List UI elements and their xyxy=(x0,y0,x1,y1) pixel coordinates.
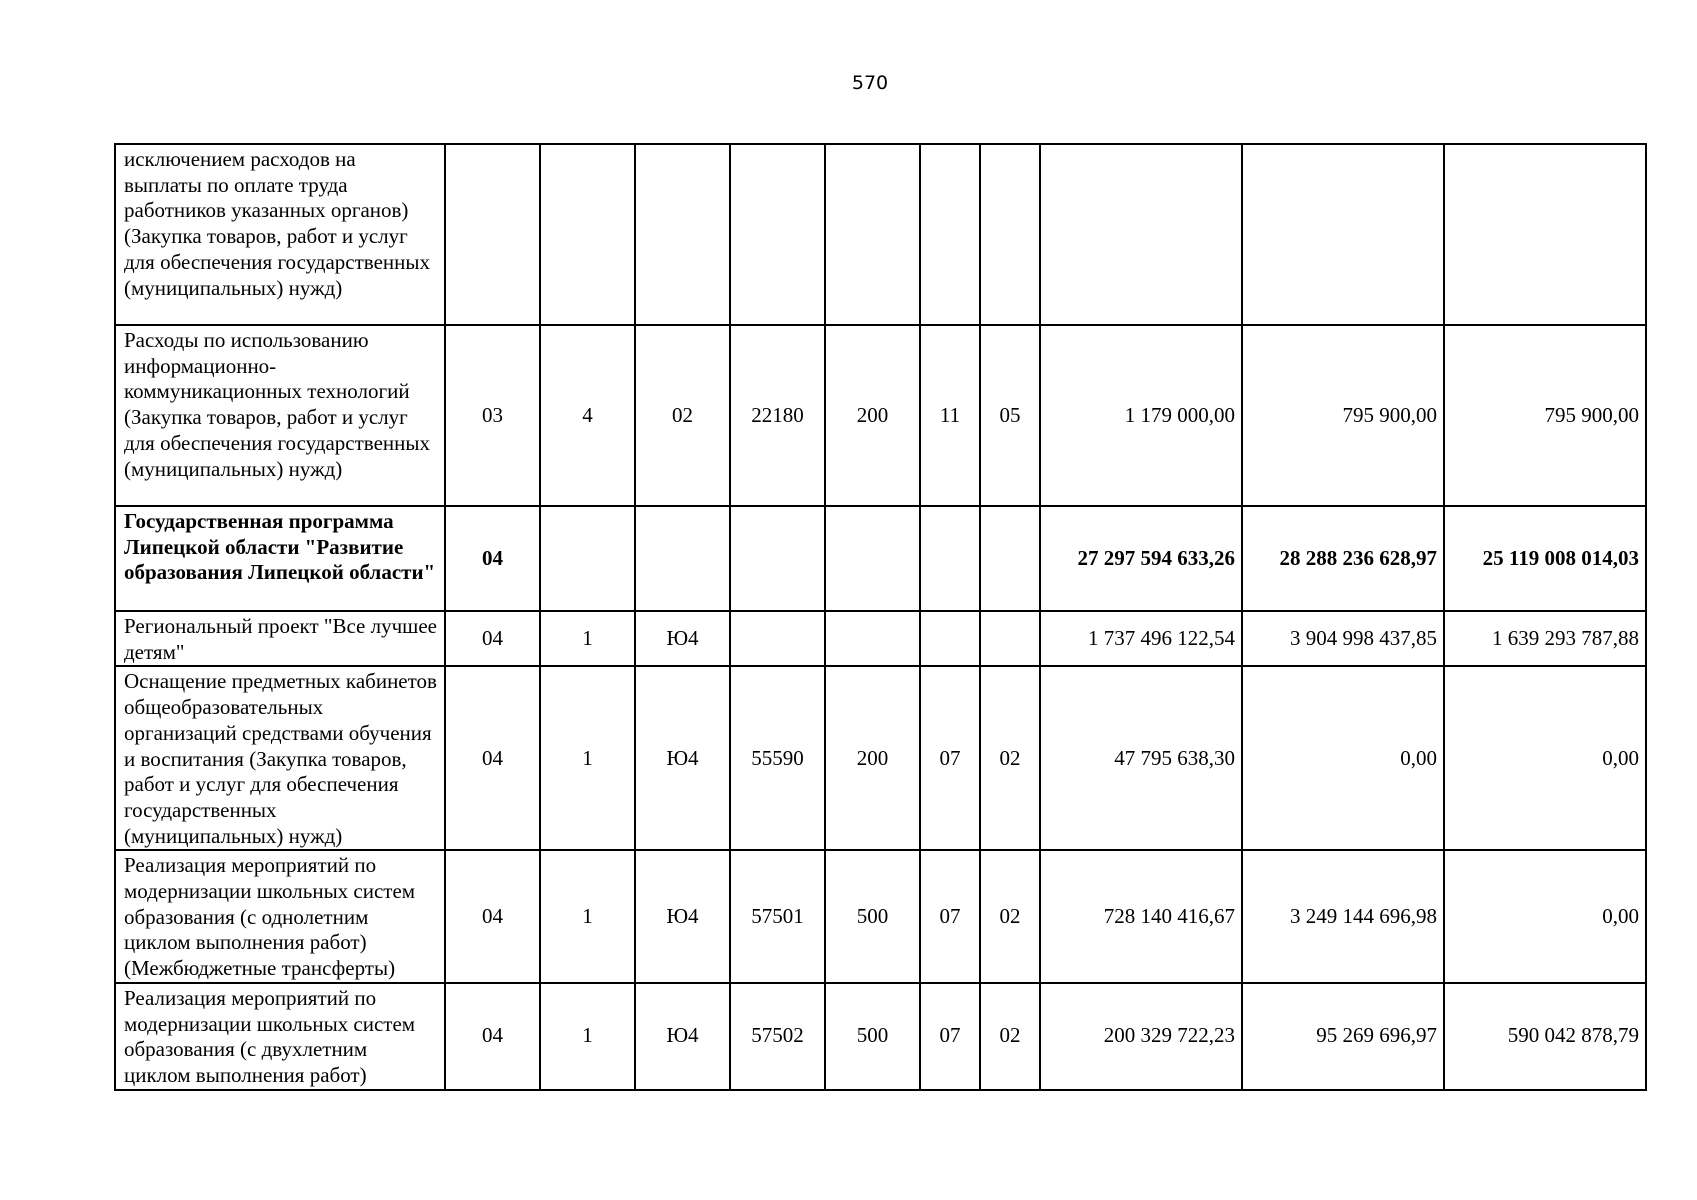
budget-table xyxy=(114,143,1647,1091)
subprogram-code: 4 xyxy=(540,325,635,506)
subsection-code: 05 xyxy=(980,325,1040,506)
program-code: 04 xyxy=(445,611,540,666)
row-name: Расходы по использованию информационно-коммуникационных технологий (Закупка товаров, работ и услуг для обеспечения государственных (муниципальных) нужд) xyxy=(115,325,445,506)
program-code: 04 xyxy=(445,506,540,611)
expense-type-code: 200 xyxy=(825,666,920,850)
event-code: Ю4 xyxy=(635,611,730,666)
event-code: 02 xyxy=(635,325,730,506)
table-row xyxy=(115,983,1646,1090)
direction-code: 55590 xyxy=(730,666,825,850)
table-row xyxy=(115,850,1646,983)
amount-year-2: 795 900,00 xyxy=(1242,325,1444,506)
page-number: 570 xyxy=(851,72,889,94)
amount-year-1 xyxy=(1040,144,1242,325)
subprogram-code: 1 xyxy=(540,666,635,850)
section-code xyxy=(920,144,980,325)
event-code: Ю4 xyxy=(635,666,730,850)
amount-year-2 xyxy=(1242,144,1444,325)
row-name: Реализация мероприятий по модернизации школьных систем образования (с однолетним циклом выполнения работ) (Межбюджетные трансферты) xyxy=(115,850,445,983)
row-name: Региональный проект "Все лучшее детям" xyxy=(115,611,445,666)
subsection-code xyxy=(980,611,1040,666)
row-name: Оснащение предметных кабинетов общеобразовательных организаций средствами обучения и воспитания (Закупка товаров, работ и услуг для обеспечения государственных (муниципальных) нужд) xyxy=(115,666,445,850)
section-code: 07 xyxy=(920,666,980,850)
section-code: 07 xyxy=(920,850,980,983)
row-name: Государственная программа Липецкой области "Развитие образования Липецкой области" xyxy=(115,506,445,611)
section-code: 07 xyxy=(920,983,980,1090)
amount-year-1: 27 297 594 633,26 xyxy=(1040,506,1242,611)
amount-year-3: 795 900,00 xyxy=(1444,325,1646,506)
amount-year-2: 0,00 xyxy=(1242,666,1444,850)
event-code xyxy=(635,144,730,325)
program-code: 04 xyxy=(445,666,540,850)
amount-year-3: 0,00 xyxy=(1444,850,1646,983)
program-code: 03 xyxy=(445,325,540,506)
section-code xyxy=(920,611,980,666)
amount-year-3 xyxy=(1444,144,1646,325)
amount-year-1: 728 140 416,67 xyxy=(1040,850,1242,983)
subsection-code xyxy=(980,506,1040,611)
program-code: 04 xyxy=(445,850,540,983)
amount-year-3: 1 639 293 787,88 xyxy=(1444,611,1646,666)
row-name: Реализация мероприятий по модернизации школьных систем образования (с двухлетним циклом выполнения работ) xyxy=(115,983,445,1090)
amount-year-3: 590 042 878,79 xyxy=(1444,983,1646,1090)
direction-code: 57501 xyxy=(730,850,825,983)
amount-year-1: 1 179 000,00 xyxy=(1040,325,1242,506)
subprogram-code: 1 xyxy=(540,983,635,1090)
subsection-code: 02 xyxy=(980,983,1040,1090)
program-code xyxy=(445,144,540,325)
event-code xyxy=(635,506,730,611)
event-code: Ю4 xyxy=(635,850,730,983)
program-code: 04 xyxy=(445,983,540,1090)
direction-code: 57502 xyxy=(730,983,825,1090)
amount-year-1: 1 737 496 122,54 xyxy=(1040,611,1242,666)
expense-type-code xyxy=(825,611,920,666)
row-name: исключением расходов на выплаты по оплате труда работников указанных органов) (Закупка товаров, работ и услуг для обеспечения государственных (муниципальных) нужд) xyxy=(115,144,445,325)
expense-type-code: 500 xyxy=(825,983,920,1090)
direction-code xyxy=(730,611,825,666)
expense-type-code xyxy=(825,506,920,611)
subsection-code xyxy=(980,144,1040,325)
amount-year-2: 3 249 144 696,98 xyxy=(1242,850,1444,983)
amount-year-2: 95 269 696,97 xyxy=(1242,983,1444,1090)
subprogram-code xyxy=(540,506,635,611)
direction-code xyxy=(730,144,825,325)
subsection-code: 02 xyxy=(980,850,1040,983)
direction-code xyxy=(730,506,825,611)
amount-year-2: 3 904 998 437,85 xyxy=(1242,611,1444,666)
table-row xyxy=(115,325,1646,506)
amount-year-2: 28 288 236 628,97 xyxy=(1242,506,1444,611)
subsection-code: 02 xyxy=(980,666,1040,850)
event-code: Ю4 xyxy=(635,983,730,1090)
expense-type-code xyxy=(825,144,920,325)
expense-type-code: 200 xyxy=(825,325,920,506)
amount-year-1: 200 329 722,23 xyxy=(1040,983,1242,1090)
section-code xyxy=(920,506,980,611)
direction-code: 22180 xyxy=(730,325,825,506)
subprogram-code xyxy=(540,144,635,325)
amount-year-3: 25 119 008 014,03 xyxy=(1444,506,1646,611)
table-row xyxy=(115,506,1646,611)
subprogram-code: 1 xyxy=(540,850,635,983)
table-row xyxy=(115,611,1646,666)
amount-year-1: 47 795 638,30 xyxy=(1040,666,1242,850)
table-row xyxy=(115,144,1646,325)
expense-type-code: 500 xyxy=(825,850,920,983)
section-code: 11 xyxy=(920,325,980,506)
table-row xyxy=(115,666,1646,850)
subprogram-code: 1 xyxy=(540,611,635,666)
amount-year-3: 0,00 xyxy=(1444,666,1646,850)
